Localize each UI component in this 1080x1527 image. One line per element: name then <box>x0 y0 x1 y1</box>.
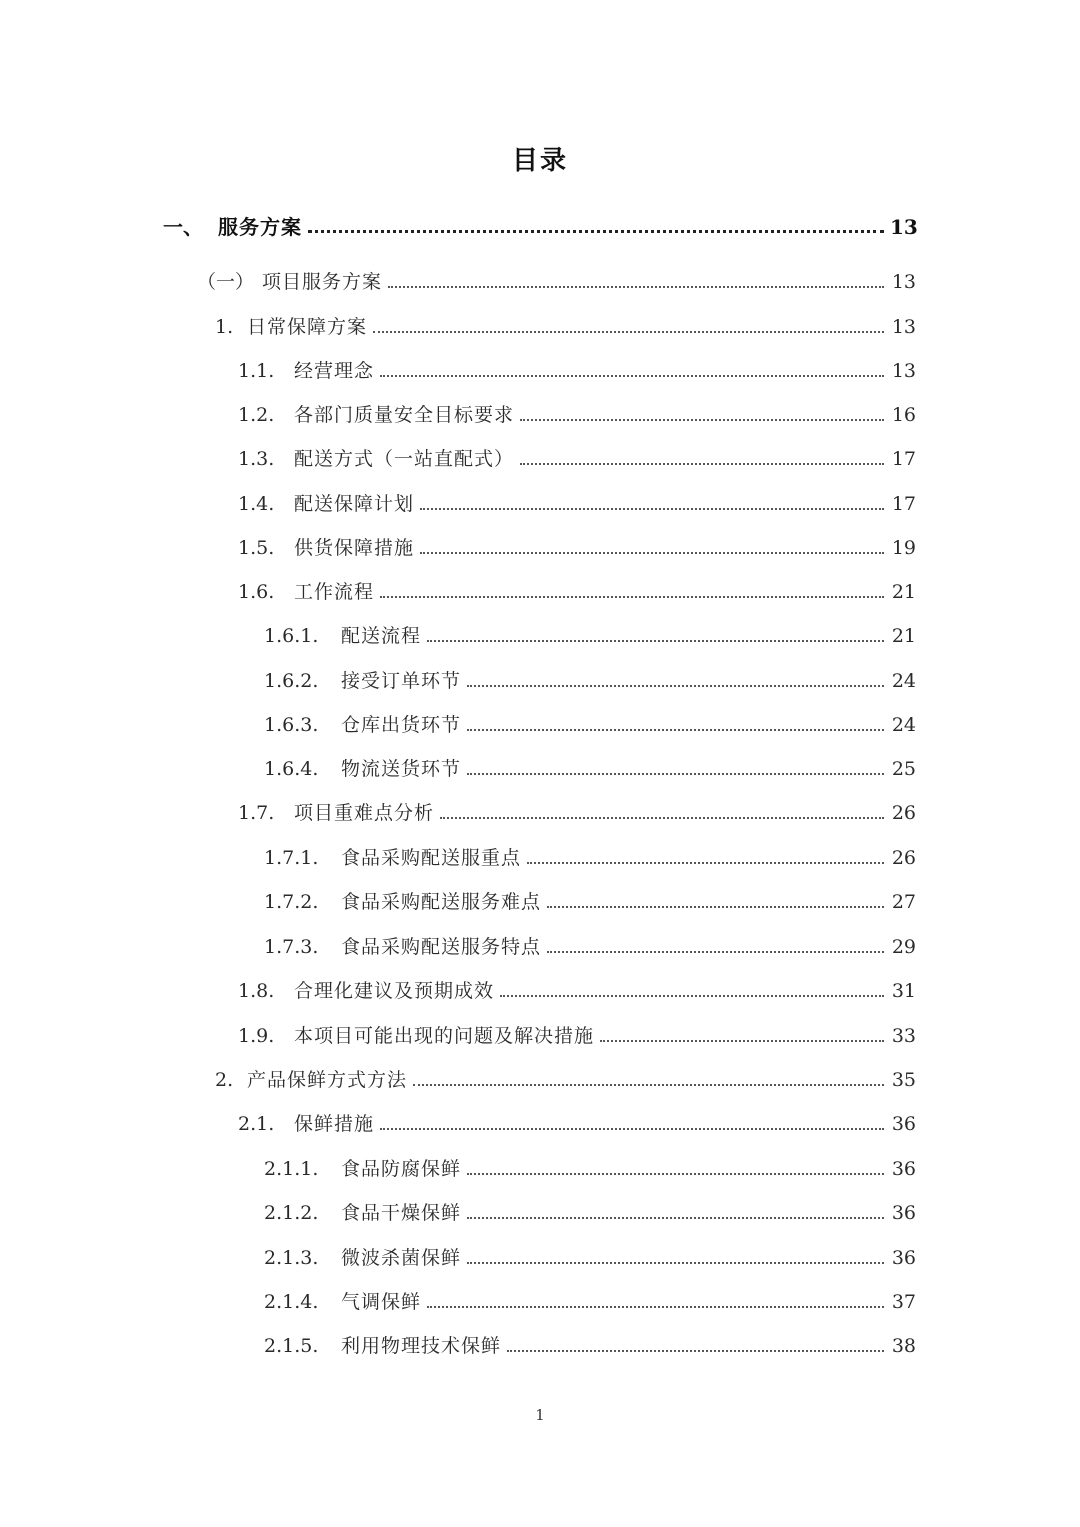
toc-entry-label: 配送保障计划 <box>294 493 415 515</box>
toc-dot-leader <box>388 286 884 288</box>
toc-entry[interactable] <box>264 928 916 960</box>
toc-entry-page: 25 <box>891 758 916 780</box>
toc-entry-number: 2.1.3. <box>264 1247 319 1269</box>
toc-entry-number: 1.5. <box>238 537 275 559</box>
toc-entry[interactable] <box>215 1061 916 1093</box>
toc-entry-label: 产品保鲜方式方法 <box>247 1069 408 1091</box>
toc-entry[interactable] <box>264 839 916 871</box>
toc-entry-page: 36 <box>891 1202 916 1224</box>
toc-dot-leader <box>380 596 884 598</box>
toc-entry-number: 1.7.3. <box>264 936 319 958</box>
toc-entry-number: 1.3. <box>238 448 275 470</box>
toc-entry-number: 2. <box>215 1069 234 1091</box>
toc-entry-label: 利用物理技术保鲜 <box>341 1335 502 1357</box>
toc-dot-leader <box>467 1173 884 1175</box>
toc-entry-number: 1.6.3. <box>264 714 319 736</box>
toc-dot-leader <box>547 951 884 953</box>
toc-dot-leader <box>308 230 884 233</box>
toc-entry[interactable] <box>264 1194 916 1226</box>
toc-entry-page: 24 <box>891 670 916 692</box>
toc-entry-label: 仓库出货环节 <box>341 714 462 736</box>
toc-entry-page: 37 <box>891 1291 916 1313</box>
toc-entry-label: 物流送货环节 <box>341 758 462 780</box>
toc-entry[interactable] <box>264 1283 916 1315</box>
toc-entry-number: 2.1. <box>238 1113 275 1135</box>
toc-entry-page: 27 <box>891 891 916 913</box>
toc-entry-page: 17 <box>891 448 916 470</box>
toc-entry-label: 各部门质量安全目标要求 <box>294 404 515 426</box>
toc-entry-number: 1.6. <box>238 581 275 603</box>
toc-entry-number: 1.9. <box>238 1025 275 1047</box>
toc-entry[interactable] <box>264 1239 916 1271</box>
toc-entry-number: 2.1.5. <box>264 1335 319 1357</box>
toc-entry-label: 配送方式（一站直配式） <box>294 448 515 470</box>
toc-entry-number: 2.1.2. <box>264 1202 319 1224</box>
toc-entry[interactable] <box>264 1327 916 1359</box>
toc-entry[interactable] <box>238 794 916 826</box>
toc-entry-number: 1.2. <box>238 404 275 426</box>
toc-dot-leader <box>420 508 884 510</box>
toc-entry[interactable] <box>264 1150 916 1182</box>
toc-dot-leader <box>600 1040 884 1042</box>
toc-dot-leader <box>467 773 884 775</box>
toc-dot-leader <box>420 552 884 554</box>
toc-dot-leader <box>507 1350 884 1352</box>
toc-entry-number: 1.7.2. <box>264 891 319 913</box>
toc-entry-label: 经营理念 <box>294 360 375 382</box>
toc-entry-label: 保鲜措施 <box>294 1113 375 1135</box>
toc-entry-page: 33 <box>891 1025 916 1047</box>
toc-entry[interactable] <box>264 750 916 782</box>
toc-dot-leader <box>427 640 884 642</box>
toc-entry-page: 13 <box>890 215 918 239</box>
toc-entry-page: 36 <box>891 1113 916 1135</box>
toc-dot-leader <box>380 1128 884 1130</box>
toc-dot-leader <box>467 685 884 687</box>
toc-entry-page: 38 <box>891 1335 916 1357</box>
toc-entry[interactable] <box>238 396 916 428</box>
toc-entry-label: 微波杀菌保鲜 <box>341 1247 462 1269</box>
toc-entry-number: （一） <box>197 271 255 293</box>
toc-dot-leader <box>520 419 884 421</box>
toc-entry-number: 1.8. <box>238 980 275 1002</box>
toc-entry-label: 工作流程 <box>294 581 375 603</box>
toc-entry[interactable] <box>238 440 916 472</box>
toc-entry-label: 项目重难点分析 <box>294 802 435 824</box>
toc-entry-number: 1. <box>215 316 234 338</box>
toc-entry-label: 食品采购配送服务难点 <box>341 891 542 913</box>
toc-dot-leader <box>500 995 884 997</box>
toc-entry-number: 1.6.1. <box>264 625 319 647</box>
toc-entry-page: 17 <box>891 493 916 515</box>
toc-entry-page: 26 <box>891 802 916 824</box>
toc-entry[interactable] <box>163 208 916 240</box>
toc-entry[interactable] <box>238 1105 916 1137</box>
toc-entry-page: 19 <box>891 537 916 559</box>
toc-entry-page: 35 <box>891 1069 916 1091</box>
toc-entry[interactable] <box>215 308 916 340</box>
toc-dot-leader <box>527 862 884 864</box>
toc-entry-page: 26 <box>891 847 916 869</box>
toc-entry-page: 36 <box>891 1247 916 1269</box>
toc-entry-page: 29 <box>891 936 916 958</box>
toc-entry[interactable] <box>197 263 916 295</box>
toc-dot-leader <box>520 463 884 465</box>
toc-dot-leader <box>440 817 884 819</box>
toc-dot-leader <box>380 375 884 377</box>
page-number: 1 <box>535 1406 545 1424</box>
toc-entry-page: 31 <box>891 980 916 1002</box>
toc-entry-page: 36 <box>891 1158 916 1180</box>
toc-dot-leader <box>427 1306 884 1308</box>
toc-entry-page: 13 <box>891 271 916 293</box>
toc-entry-number: 1.6.4. <box>264 758 319 780</box>
toc-entry[interactable] <box>238 529 916 561</box>
toc-entry-label: 食品采购配送服务特点 <box>341 936 542 958</box>
toc-entry-number: 2.1.4. <box>264 1291 319 1313</box>
toc-entry-number: 1.4. <box>238 493 275 515</box>
toc-dot-leader <box>373 331 884 333</box>
toc-entry[interactable] <box>264 883 916 915</box>
toc-entry-page: 21 <box>891 581 916 603</box>
toc-dot-leader <box>467 729 884 731</box>
toc-entry-number: 1.7.1. <box>264 847 319 869</box>
toc-dot-leader <box>413 1084 884 1086</box>
toc-entry-label: 本项目可能出现的问题及解决措施 <box>294 1025 595 1047</box>
toc-entry-label: 食品干燥保鲜 <box>341 1202 462 1224</box>
toc-entry[interactable] <box>238 485 916 517</box>
toc-entry-page: 21 <box>891 625 916 647</box>
toc-entry[interactable] <box>264 617 916 649</box>
toc-entry-label: 日常保障方案 <box>247 316 368 338</box>
toc-dot-leader <box>467 1262 884 1264</box>
toc-entry-number: 1.1. <box>238 360 275 382</box>
toc-entry-label: 食品防腐保鲜 <box>341 1158 462 1180</box>
toc-entry[interactable] <box>238 573 916 605</box>
toc-entry[interactable] <box>238 1017 916 1049</box>
toc-entry[interactable] <box>238 972 916 1004</box>
toc-entry-label: 供货保障措施 <box>294 537 415 559</box>
toc-dot-leader <box>467 1217 884 1219</box>
toc-entry-label: 合理化建议及预期成效 <box>294 980 495 1002</box>
toc-entry-number: 2.1.1. <box>264 1158 319 1180</box>
toc-entry-label: 项目服务方案 <box>262 271 383 293</box>
toc-entry-label: 服务方案 <box>218 215 302 239</box>
toc-entry-label: 食品采购配送服重点 <box>341 847 522 869</box>
toc-entry-number: 一、 <box>163 215 203 239</box>
toc-entry-label: 气调保鲜 <box>341 1291 422 1313</box>
toc-entry[interactable] <box>264 662 916 694</box>
toc-entry[interactable] <box>264 706 916 738</box>
toc-entry-label: 接受订单环节 <box>341 670 462 692</box>
toc-entry-number: 1.7. <box>238 802 275 824</box>
toc-entry-number: 1.6.2. <box>264 670 319 692</box>
toc-title: 目录 <box>511 146 568 176</box>
toc-entry-label: 配送流程 <box>341 625 422 647</box>
toc-dot-leader <box>547 906 884 908</box>
toc-entry-page: 13 <box>891 316 916 338</box>
toc-entry-page: 13 <box>891 360 916 382</box>
toc-entry-page: 16 <box>891 404 916 426</box>
toc-entry-page: 24 <box>891 714 916 736</box>
toc-entry[interactable] <box>238 352 916 384</box>
